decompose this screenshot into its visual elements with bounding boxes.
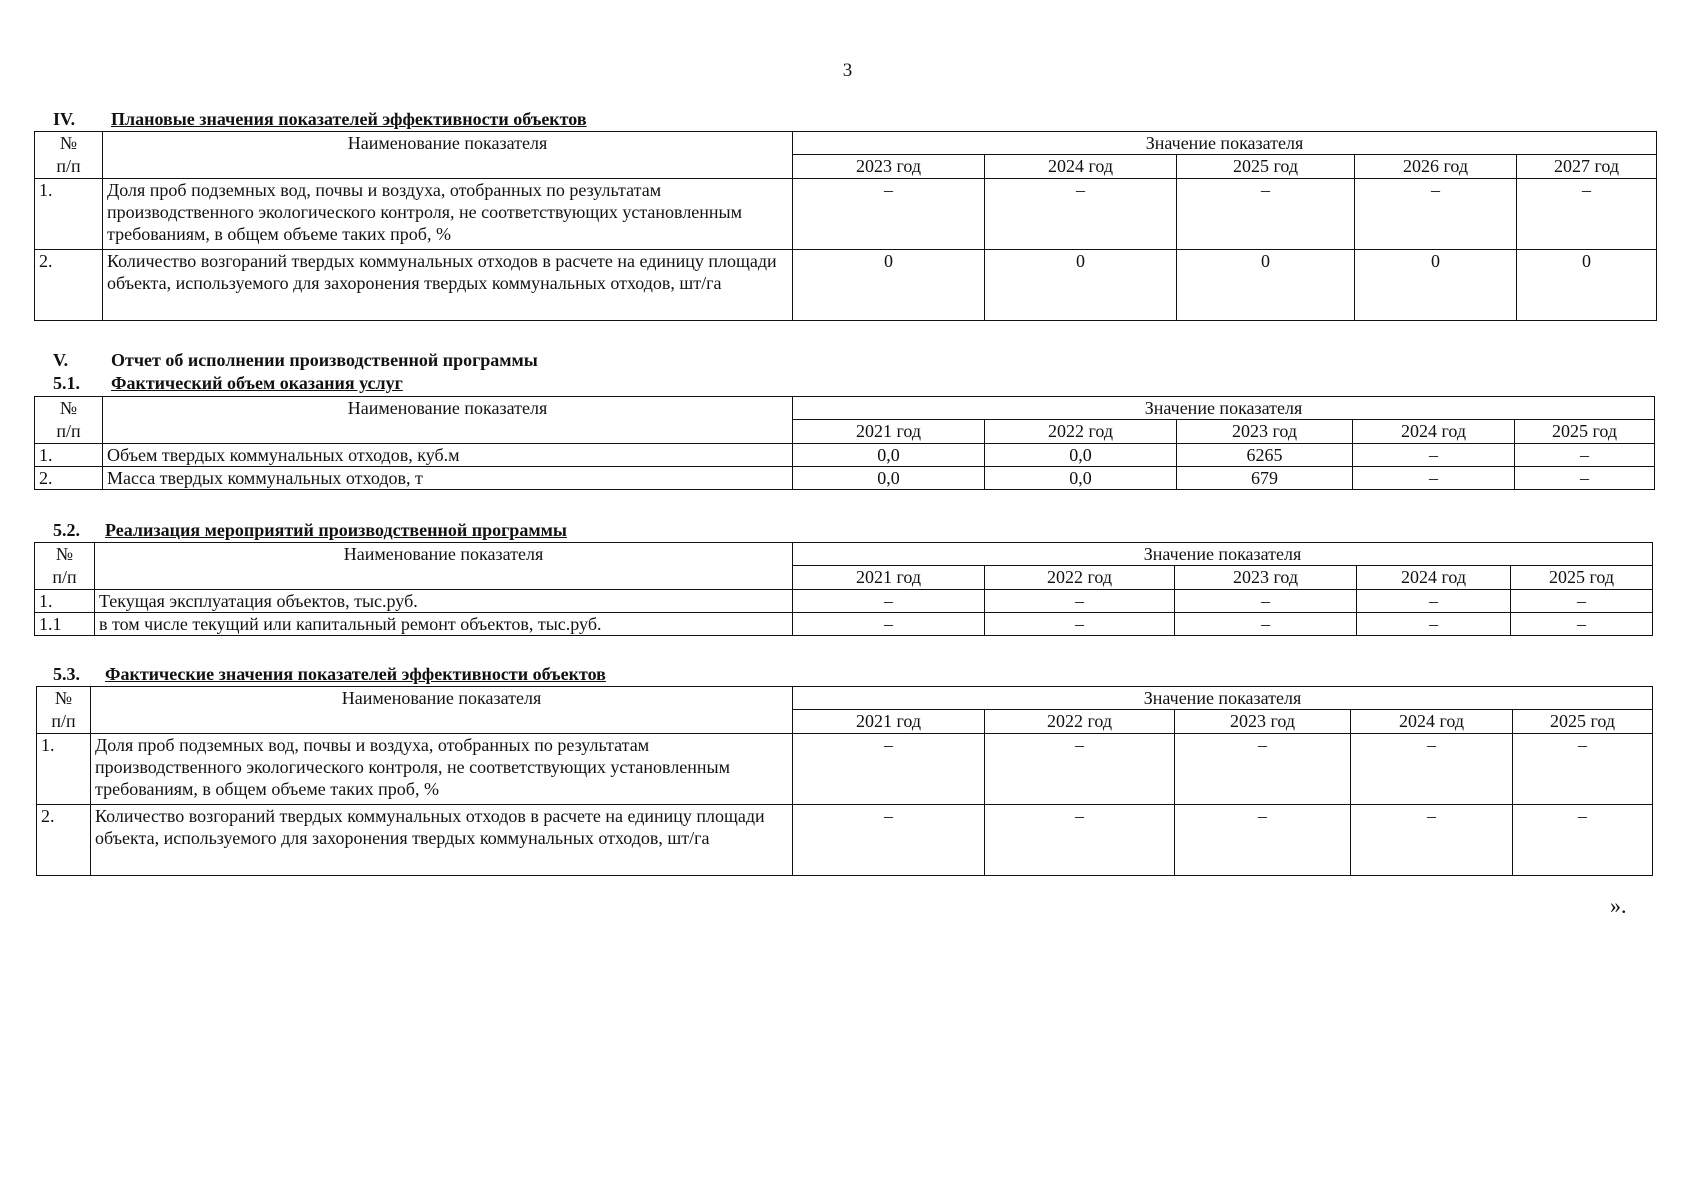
row-number: 1. (37, 734, 91, 805)
section-5-3-title: Фактические значения показателей эффективности объектов (105, 664, 606, 684)
row-value: 679 (1177, 467, 1353, 490)
table-row (35, 179, 1657, 250)
row-name: в том числе текущий или капитальный ремонт объектов, тыс.руб. (95, 613, 793, 636)
row-value: 0,0 (985, 467, 1177, 490)
row-number: 1. (35, 444, 103, 467)
value-header: Значение показателя (793, 397, 1655, 420)
table-program-measures (34, 542, 1653, 636)
table-row (35, 467, 1655, 490)
section-4-number: IV. (53, 109, 76, 129)
row-value: 0 (1355, 250, 1517, 321)
section-5-2-title: Реализация мероприятий производственной программы (105, 520, 567, 540)
section-4-title: Плановые значения показателей эффективности объектов (111, 109, 587, 129)
section-5-1-title: Фактический объем оказания услуг (111, 373, 403, 393)
year-header: 2022 год (985, 420, 1177, 444)
row-number: 1. (35, 590, 95, 613)
row-value: – (1353, 444, 1515, 467)
year-header: 2022 год (985, 710, 1175, 734)
row-value: – (793, 613, 985, 636)
value-header: Значение показателя (793, 543, 1653, 566)
year-header: 2021 год (793, 420, 985, 444)
num-header: № (35, 397, 103, 420)
num-header-sub: п/п (35, 420, 103, 444)
year-header: 2023 год (1175, 710, 1351, 734)
row-value: – (985, 805, 1175, 876)
row-value: – (1515, 467, 1655, 490)
row-value: – (985, 590, 1175, 613)
row-name: Доля проб подземных вод, почвы и воздуха, отобранных по результатам производственного экологического контроля, не соответствующих установленным требованиям, в общем объеме таких проб, % (103, 179, 793, 250)
table-row (37, 734, 1653, 805)
row-number: 2. (35, 467, 103, 490)
row-name: Объем твердых коммунальных отходов, куб.м (103, 444, 793, 467)
row-value: – (1517, 179, 1657, 250)
table-row (35, 613, 1653, 636)
row-value: – (1353, 467, 1515, 490)
year-header: 2024 год (1357, 566, 1511, 590)
section-5-heading (53, 350, 538, 371)
row-value: 0,0 (985, 444, 1177, 467)
row-value: – (1513, 805, 1653, 876)
table-planned-efficiency (34, 131, 1657, 321)
row-value: 0,0 (793, 467, 985, 490)
row-value: – (1175, 805, 1351, 876)
row-name: Масса твердых коммунальных отходов, т (103, 467, 793, 490)
table-row (35, 444, 1655, 467)
row-value: – (985, 613, 1175, 636)
row-value: – (1357, 613, 1511, 636)
row-value: – (793, 590, 985, 613)
row-number: 2. (37, 805, 91, 876)
row-value: 0 (1517, 250, 1657, 321)
row-number: 1. (35, 179, 103, 250)
section-5-2-heading (53, 520, 567, 541)
row-value: – (985, 734, 1175, 805)
table-row (35, 250, 1657, 321)
section-4-heading (53, 109, 587, 130)
name-header: Наименование показателя (95, 543, 793, 590)
value-header: Значение показателя (793, 132, 1657, 155)
section-5-3-number: 5.3. (53, 664, 80, 684)
row-value: 0 (793, 250, 985, 321)
year-header: 2024 год (1351, 710, 1513, 734)
section-5-2-number: 5.2. (53, 520, 80, 540)
row-name: Количество возгораний твердых коммунальных отходов в расчете на единицу площади объекта, используемого для захоронения твердых коммунальных отходов, шт/га (91, 805, 793, 876)
row-value: – (793, 179, 985, 250)
section-5-number: V. (53, 350, 69, 370)
row-value: – (1515, 444, 1655, 467)
value-header: Значение показателя (793, 687, 1653, 710)
row-value: – (1175, 590, 1357, 613)
year-header: 2027 год (1517, 155, 1657, 179)
year-header: 2021 год (793, 566, 985, 590)
closing-quote-mark: ». (1610, 893, 1627, 918)
name-header: Наименование показателя (91, 687, 793, 734)
row-value: – (985, 179, 1177, 250)
row-name: Количество возгораний твердых коммунальных отходов в расчете на единицу площади объекта, используемого для захоронения твердых коммунальных отходов, шт/га (103, 250, 793, 321)
num-header-sub: п/п (37, 710, 91, 734)
row-value: – (1351, 805, 1513, 876)
row-value: – (1511, 590, 1653, 613)
row-value: – (793, 805, 985, 876)
row-value: 0 (1177, 250, 1355, 321)
year-header: 2025 год (1511, 566, 1653, 590)
name-header: Наименование показателя (103, 397, 793, 444)
row-value: – (1513, 734, 1653, 805)
row-value: – (793, 734, 985, 805)
year-header: 2022 год (985, 566, 1175, 590)
num-header-sub: п/п (35, 155, 103, 179)
year-header: 2023 год (793, 155, 985, 179)
num-header-sub: п/п (35, 566, 95, 590)
num-header: № (35, 543, 95, 566)
year-header: 2021 год (793, 710, 985, 734)
page-number: 3 (842, 60, 853, 81)
row-name: Текущая эксплуатация объектов, тыс.руб. (95, 590, 793, 613)
year-header: 2023 год (1177, 420, 1353, 444)
year-header: 2023 год (1175, 566, 1357, 590)
year-header: 2025 год (1513, 710, 1653, 734)
year-header: 2026 год (1355, 155, 1517, 179)
row-value: – (1175, 613, 1357, 636)
year-header: 2025 год (1515, 420, 1655, 444)
row-name: Доля проб подземных вод, почвы и воздуха, отобранных по результатам производственного экологического контроля, не соответствующих установленным требованиям, в общем объеме таких проб, % (91, 734, 793, 805)
num-header: № (37, 687, 91, 710)
year-header: 2025 год (1177, 155, 1355, 179)
table-actual-efficiency (36, 686, 1653, 876)
year-header: 2024 год (1353, 420, 1515, 444)
table-actual-volume (34, 396, 1655, 490)
section-5-title: Отчет об исполнении производственной программы (111, 350, 538, 370)
section-5-3-heading (53, 664, 606, 685)
row-value: 0,0 (793, 444, 985, 467)
row-number: 1.1 (35, 613, 95, 636)
row-value: – (1177, 179, 1355, 250)
name-header: Наименование показателя (103, 132, 793, 179)
section-5-1-number: 5.1. (53, 373, 80, 393)
row-value: – (1357, 590, 1511, 613)
row-value: 0 (985, 250, 1177, 321)
row-value: – (1511, 613, 1653, 636)
row-value: – (1355, 179, 1517, 250)
row-value: – (1351, 734, 1513, 805)
row-value: – (1175, 734, 1351, 805)
row-number: 2. (35, 250, 103, 321)
table-row (35, 590, 1653, 613)
section-5-1-heading (53, 373, 403, 394)
table-row (37, 805, 1653, 876)
year-header: 2024 год (985, 155, 1177, 179)
row-value: 6265 (1177, 444, 1353, 467)
num-header: № (35, 132, 103, 155)
